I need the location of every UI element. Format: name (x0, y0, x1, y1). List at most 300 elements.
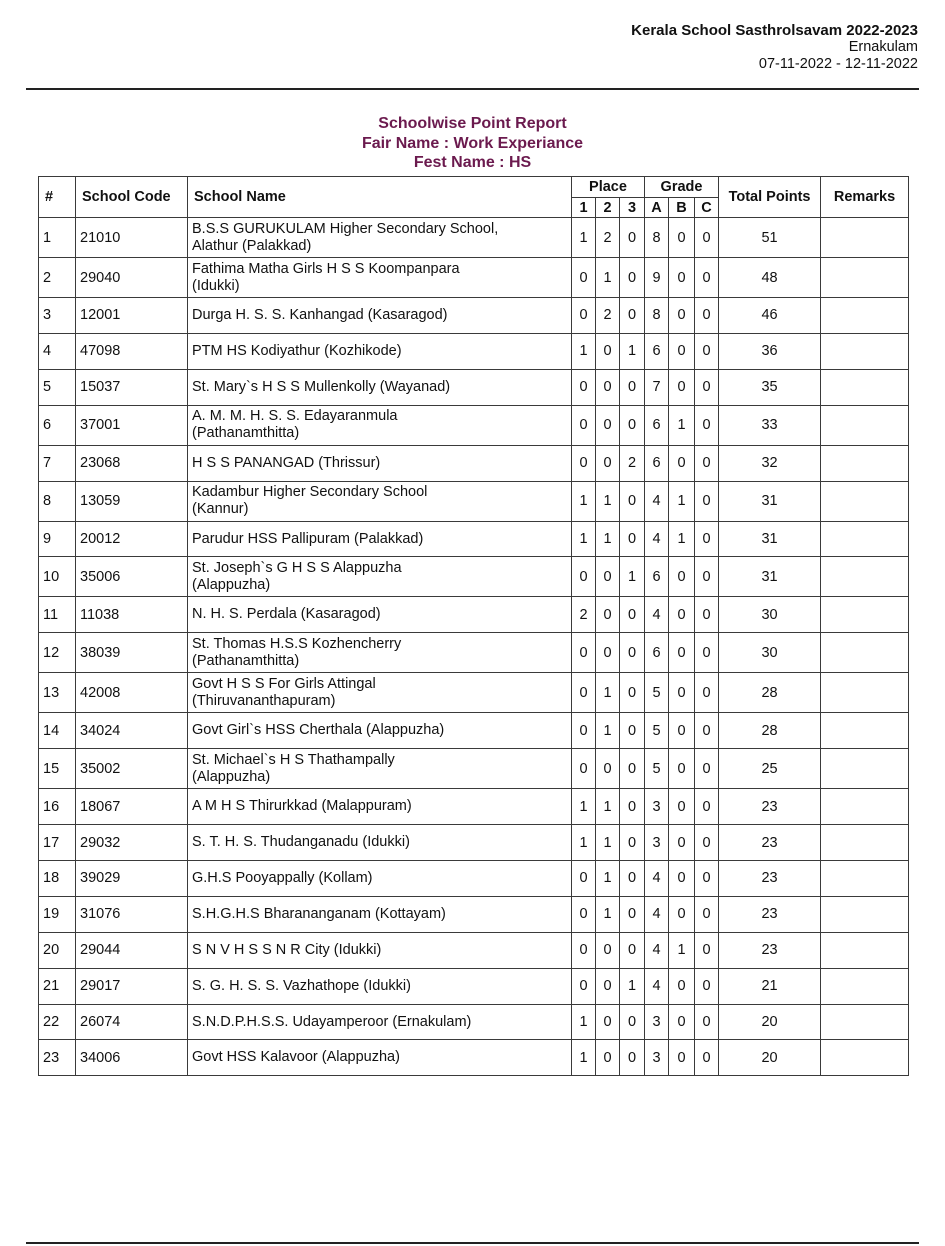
row-total-points: 35 (719, 369, 821, 405)
row-place-1: 1 (572, 789, 596, 825)
row-place-3: 1 (620, 333, 645, 369)
row-grade-c: 0 (695, 673, 719, 713)
row-place-2: 1 (596, 825, 620, 861)
row-place-3: 0 (620, 713, 645, 749)
row-school-name (188, 713, 572, 749)
row-place-1: 1 (572, 521, 596, 557)
row-total-points: 23 (719, 932, 821, 968)
col-total-points: Total Points (719, 177, 821, 218)
row-grade-b: 0 (669, 749, 695, 789)
row-place-2: 0 (596, 932, 620, 968)
row-place-3: 0 (620, 258, 645, 298)
row-total-points: 48 (719, 258, 821, 298)
row-school-name (188, 968, 572, 1004)
row-place-1: 0 (572, 896, 596, 932)
row-place-3: 2 (620, 445, 645, 481)
table-row (39, 405, 909, 445)
school-name-line: Govt Girl`s HSS Cherthala (Alappuzha) (192, 722, 445, 739)
row-remarks (821, 932, 909, 968)
row-school-name (188, 932, 572, 968)
table-row (39, 597, 909, 633)
col-place-3: 3 (620, 198, 645, 218)
row-grade-b: 0 (669, 597, 695, 633)
row-place-2: 1 (596, 896, 620, 932)
row-place-3: 0 (620, 1004, 645, 1040)
row-school-name (188, 633, 572, 673)
row-school-name (188, 445, 572, 481)
row-place-2: 0 (596, 749, 620, 789)
col-place-1: 1 (572, 198, 596, 218)
row-total-points: 23 (719, 896, 821, 932)
row-place-3: 0 (620, 298, 645, 334)
row-place-3: 0 (620, 597, 645, 633)
row-school-name (188, 861, 572, 897)
col-school-code: School Code (76, 177, 188, 218)
row-school-code: 39029 (76, 861, 188, 897)
row-school-code: 18067 (76, 789, 188, 825)
row-place-2: 2 (596, 298, 620, 334)
row-school-code: 42008 (76, 673, 188, 713)
row-school-code: 34024 (76, 713, 188, 749)
row-place-2: 1 (596, 673, 620, 713)
row-school-code: 29017 (76, 968, 188, 1004)
row-grade-c: 0 (695, 861, 719, 897)
row-place-1: 1 (572, 218, 596, 258)
row-school-code: 29032 (76, 825, 188, 861)
row-grade-c: 0 (695, 749, 719, 789)
row-total-points: 23 (719, 789, 821, 825)
row-place-1: 0 (572, 861, 596, 897)
col-grade-a: A (645, 198, 669, 218)
row-grade-c: 0 (695, 1004, 719, 1040)
row-total-points: 28 (719, 673, 821, 713)
event-dates: 07-11-2022 - 12-11-2022 (758, 56, 918, 72)
row-grade-a: 3 (645, 1040, 669, 1076)
row-sl: 15 (39, 749, 76, 789)
row-school-code: 35006 (76, 557, 188, 597)
row-place-1: 2 (572, 597, 596, 633)
report-title: Schoolwise Point Report (378, 115, 567, 132)
row-total-points: 30 (719, 633, 821, 673)
row-school-name (188, 333, 572, 369)
row-grade-a: 6 (645, 333, 669, 369)
row-remarks (821, 1040, 909, 1076)
row-grade-b: 0 (669, 218, 695, 258)
row-grade-b: 0 (669, 633, 695, 673)
row-place-3: 0 (620, 673, 645, 713)
row-sl: 23 (39, 1040, 76, 1076)
school-name-line: (Alappuzha) (192, 576, 271, 593)
row-total-points: 36 (719, 333, 821, 369)
row-place-3: 0 (620, 749, 645, 789)
row-grade-b: 0 (669, 1040, 695, 1076)
school-name-line: H S S PANANGAD (Thrissur) (192, 454, 381, 471)
row-place-3: 0 (620, 521, 645, 557)
row-school-code: 15037 (76, 369, 188, 405)
report-header (631, 22, 918, 73)
row-grade-a: 4 (645, 861, 669, 897)
row-remarks (821, 825, 909, 861)
row-grade-a: 3 (645, 825, 669, 861)
school-name-line: Kadambur Higher Secondary School (192, 484, 428, 501)
row-grade-b: 0 (669, 557, 695, 597)
row-place-1: 0 (572, 258, 596, 298)
row-place-2: 0 (596, 1004, 620, 1040)
row-remarks (821, 218, 909, 258)
points-table (38, 176, 909, 1076)
row-school-code: 23068 (76, 445, 188, 481)
table-row (39, 1040, 909, 1076)
row-remarks (821, 298, 909, 334)
col-school-name: School Name (188, 177, 572, 218)
row-place-1: 1 (572, 1040, 596, 1076)
row-place-2: 0 (596, 597, 620, 633)
row-place-1: 0 (572, 749, 596, 789)
row-grade-a: 3 (645, 1004, 669, 1040)
row-total-points: 32 (719, 445, 821, 481)
row-remarks (821, 968, 909, 1004)
school-name-line: Parudur HSS Pallipuram (Palakkad) (192, 530, 424, 547)
row-sl: 13 (39, 673, 76, 713)
row-school-name (188, 298, 572, 334)
row-grade-c: 0 (695, 597, 719, 633)
school-name-line: Alathur (Palakkad) (192, 237, 312, 254)
row-place-3: 0 (620, 633, 645, 673)
row-sl: 2 (39, 258, 76, 298)
school-name-line: (Pathanamthitta) (192, 652, 300, 669)
row-place-3: 0 (620, 896, 645, 932)
table-row (39, 896, 909, 932)
row-grade-c: 0 (695, 932, 719, 968)
row-place-3: 0 (620, 932, 645, 968)
row-place-3: 0 (620, 789, 645, 825)
row-grade-c: 0 (695, 825, 719, 861)
row-school-name (188, 597, 572, 633)
row-place-2: 0 (596, 333, 620, 369)
row-school-code: 47098 (76, 333, 188, 369)
fest-name: Fest Name : HS (413, 154, 532, 171)
row-place-3: 0 (620, 861, 645, 897)
row-place-2: 1 (596, 521, 620, 557)
row-grade-a: 5 (645, 673, 669, 713)
row-grade-c: 0 (695, 968, 719, 1004)
row-grade-c: 0 (695, 713, 719, 749)
row-school-name (188, 749, 572, 789)
school-name-line: G.H.S Pooyappally (Kollam) (192, 869, 373, 886)
row-place-2: 1 (596, 258, 620, 298)
row-grade-b: 0 (669, 445, 695, 481)
row-place-1: 0 (572, 673, 596, 713)
row-sl: 8 (39, 481, 76, 521)
row-grade-c: 0 (695, 557, 719, 597)
row-place-2: 1 (596, 713, 620, 749)
row-grade-c: 0 (695, 445, 719, 481)
row-place-2: 2 (596, 218, 620, 258)
table-row (39, 218, 909, 258)
row-school-name (188, 369, 572, 405)
table-row (39, 481, 909, 521)
row-school-name (188, 1040, 572, 1076)
row-total-points: 20 (719, 1004, 821, 1040)
row-grade-b: 0 (669, 825, 695, 861)
row-school-code: 37001 (76, 405, 188, 445)
header-divider (26, 88, 919, 90)
row-grade-c: 0 (695, 369, 719, 405)
school-name-line: St. Michael`s H S Thathampally (192, 751, 395, 768)
row-place-1: 0 (572, 713, 596, 749)
row-grade-c: 0 (695, 218, 719, 258)
row-total-points: 31 (719, 557, 821, 597)
row-grade-a: 8 (645, 218, 669, 258)
col-place: Place (572, 177, 645, 198)
row-total-points: 33 (719, 405, 821, 445)
row-sl: 1 (39, 218, 76, 258)
table-header (39, 177, 909, 218)
row-remarks (821, 258, 909, 298)
row-grade-c: 0 (695, 521, 719, 557)
row-school-name (188, 218, 572, 258)
school-name-line: Fathima Matha Girls H S S Koompanpara (192, 260, 460, 277)
table-row (39, 369, 909, 405)
row-remarks (821, 673, 909, 713)
row-school-code: 26074 (76, 1004, 188, 1040)
row-total-points: 28 (719, 713, 821, 749)
row-sl: 22 (39, 1004, 76, 1040)
row-total-points: 23 (719, 825, 821, 861)
row-grade-b: 1 (669, 481, 695, 521)
table-row (39, 789, 909, 825)
table-row (39, 445, 909, 481)
row-place-1: 0 (572, 445, 596, 481)
row-sl: 11 (39, 597, 76, 633)
district-name: Ernakulam (848, 39, 918, 55)
row-school-code: 35002 (76, 749, 188, 789)
fair-name: Fair Name : Work Experiance (361, 134, 584, 152)
col-sl: # (39, 177, 76, 218)
row-grade-c: 0 (695, 1040, 719, 1076)
row-grade-b: 1 (669, 932, 695, 968)
row-remarks (821, 557, 909, 597)
row-remarks (821, 481, 909, 521)
row-remarks (821, 861, 909, 897)
row-remarks (821, 445, 909, 481)
row-remarks (821, 521, 909, 557)
row-school-code: 12001 (76, 298, 188, 334)
row-sl: 16 (39, 789, 76, 825)
row-place-1: 1 (572, 481, 596, 521)
row-school-name (188, 825, 572, 861)
row-sl: 5 (39, 369, 76, 405)
row-place-1: 0 (572, 557, 596, 597)
table-row (39, 968, 909, 1004)
row-grade-c: 0 (695, 896, 719, 932)
row-grade-b: 0 (669, 861, 695, 897)
row-place-2: 1 (596, 861, 620, 897)
row-grade-a: 8 (645, 298, 669, 334)
row-remarks (821, 369, 909, 405)
row-place-3: 1 (620, 557, 645, 597)
row-remarks (821, 333, 909, 369)
row-remarks (821, 597, 909, 633)
row-total-points: 51 (719, 218, 821, 258)
row-sl: 21 (39, 968, 76, 1004)
row-grade-a: 9 (645, 258, 669, 298)
school-name-line: St. Thomas H.S.S Kozhencherry (192, 635, 402, 652)
table-row (39, 258, 909, 298)
row-school-name (188, 557, 572, 597)
row-place-2: 1 (596, 481, 620, 521)
table-row (39, 333, 909, 369)
row-place-1: 0 (572, 932, 596, 968)
row-school-name (188, 258, 572, 298)
row-total-points: 31 (719, 481, 821, 521)
school-name-line: St. Mary`s H S S Mullenkolly (Wayanad) (192, 378, 451, 395)
row-grade-b: 0 (669, 1004, 695, 1040)
row-school-code: 20012 (76, 521, 188, 557)
row-grade-b: 0 (669, 968, 695, 1004)
row-grade-a: 5 (645, 749, 669, 789)
col-place-2: 2 (596, 198, 620, 218)
row-grade-a: 4 (645, 597, 669, 633)
row-total-points: 20 (719, 1040, 821, 1076)
school-name-line: S.N.D.P.H.S.S. Udayamperoor (Ernakulam) (192, 1013, 472, 1030)
row-place-2: 0 (596, 1040, 620, 1076)
row-school-name (188, 673, 572, 713)
row-school-name (188, 405, 572, 445)
row-sl: 17 (39, 825, 76, 861)
table-row (39, 861, 909, 897)
row-remarks (821, 713, 909, 749)
school-name-line: (Idukki) (192, 277, 240, 294)
row-grade-b: 0 (669, 369, 695, 405)
row-sl: 7 (39, 445, 76, 481)
row-grade-b: 0 (669, 896, 695, 932)
report-titles (0, 114, 945, 173)
row-school-name (188, 481, 572, 521)
row-grade-b: 0 (669, 333, 695, 369)
footer-divider (26, 1242, 919, 1244)
table-row (39, 825, 909, 861)
row-place-2: 1 (596, 789, 620, 825)
school-name-line: B.S.S GURUKULAM Higher Secondary School, (192, 220, 499, 237)
row-grade-c: 0 (695, 298, 719, 334)
row-place-1: 0 (572, 298, 596, 334)
school-name-line: PTM HS Kodiyathur (Kozhikode) (192, 342, 402, 359)
row-grade-b: 0 (669, 298, 695, 334)
row-school-code: 21010 (76, 218, 188, 258)
table-row (39, 633, 909, 673)
row-school-code: 13059 (76, 481, 188, 521)
row-place-2: 0 (596, 369, 620, 405)
row-grade-a: 4 (645, 968, 669, 1004)
row-remarks (821, 1004, 909, 1040)
row-sl: 19 (39, 896, 76, 932)
row-sl: 14 (39, 713, 76, 749)
event-title: Kerala School Sasthrolsavam 2022-2023 (631, 22, 918, 39)
table-row (39, 932, 909, 968)
row-place-1: 0 (572, 405, 596, 445)
row-school-code: 29040 (76, 258, 188, 298)
row-place-1: 0 (572, 369, 596, 405)
row-place-3: 0 (620, 825, 645, 861)
row-sl: 12 (39, 633, 76, 673)
row-grade-c: 0 (695, 481, 719, 521)
table-row (39, 1004, 909, 1040)
row-place-1: 1 (572, 825, 596, 861)
row-grade-a: 6 (645, 633, 669, 673)
row-place-1: 0 (572, 968, 596, 1004)
row-total-points: 46 (719, 298, 821, 334)
row-school-code: 29044 (76, 932, 188, 968)
row-place-3: 0 (620, 481, 645, 521)
col-grade: Grade (645, 177, 719, 198)
row-sl: 3 (39, 298, 76, 334)
row-total-points: 31 (719, 521, 821, 557)
row-grade-a: 6 (645, 557, 669, 597)
row-grade-c: 0 (695, 258, 719, 298)
row-grade-a: 7 (645, 369, 669, 405)
row-total-points: 25 (719, 749, 821, 789)
school-name-line: Govt H S S For Girls Attingal (192, 675, 376, 692)
row-place-2: 0 (596, 633, 620, 673)
row-school-code: 11038 (76, 597, 188, 633)
row-total-points: 30 (719, 597, 821, 633)
row-sl: 9 (39, 521, 76, 557)
row-grade-b: 0 (669, 713, 695, 749)
row-remarks (821, 405, 909, 445)
school-name-line: (Pathanamthitta) (192, 425, 300, 442)
row-remarks (821, 896, 909, 932)
row-grade-b: 0 (669, 258, 695, 298)
school-name-line: A. M. M. H. S. S. Edayaranmula (192, 408, 398, 425)
row-school-name (188, 1004, 572, 1040)
row-place-1: 1 (572, 1004, 596, 1040)
row-grade-c: 0 (695, 789, 719, 825)
school-name-line: St. Joseph`s G H S S Alappuzha (192, 559, 402, 576)
row-school-code: 34006 (76, 1040, 188, 1076)
row-grade-a: 4 (645, 521, 669, 557)
row-place-2: 0 (596, 557, 620, 597)
row-grade-a: 4 (645, 896, 669, 932)
row-total-points: 21 (719, 968, 821, 1004)
school-name-line: S. T. H. S. Thudanganadu (Idukki) (192, 834, 410, 851)
table-row (39, 298, 909, 334)
row-grade-a: 4 (645, 932, 669, 968)
school-name-line: S. G. H. S. S. Vazhathope (Idukki) (192, 977, 411, 994)
row-sl: 20 (39, 932, 76, 968)
row-total-points: 23 (719, 861, 821, 897)
row-grade-b: 0 (669, 673, 695, 713)
row-grade-b: 0 (669, 789, 695, 825)
row-grade-c: 0 (695, 633, 719, 673)
school-name-line: A M H S Thirurkkad (Malappuram) (192, 798, 412, 815)
row-school-name (188, 789, 572, 825)
row-place-3: 0 (620, 1040, 645, 1076)
row-grade-c: 0 (695, 405, 719, 445)
table-row (39, 749, 909, 789)
table-body (39, 218, 909, 1076)
row-school-name (188, 896, 572, 932)
row-place-2: 0 (596, 445, 620, 481)
col-grade-b: B (669, 198, 695, 218)
school-name-line: (Kannur) (192, 501, 249, 518)
row-place-1: 0 (572, 633, 596, 673)
school-name-line: (Thiruvananthapuram) (192, 692, 336, 709)
row-remarks (821, 633, 909, 673)
row-grade-a: 6 (645, 445, 669, 481)
row-sl: 10 (39, 557, 76, 597)
row-place-1: 1 (572, 333, 596, 369)
